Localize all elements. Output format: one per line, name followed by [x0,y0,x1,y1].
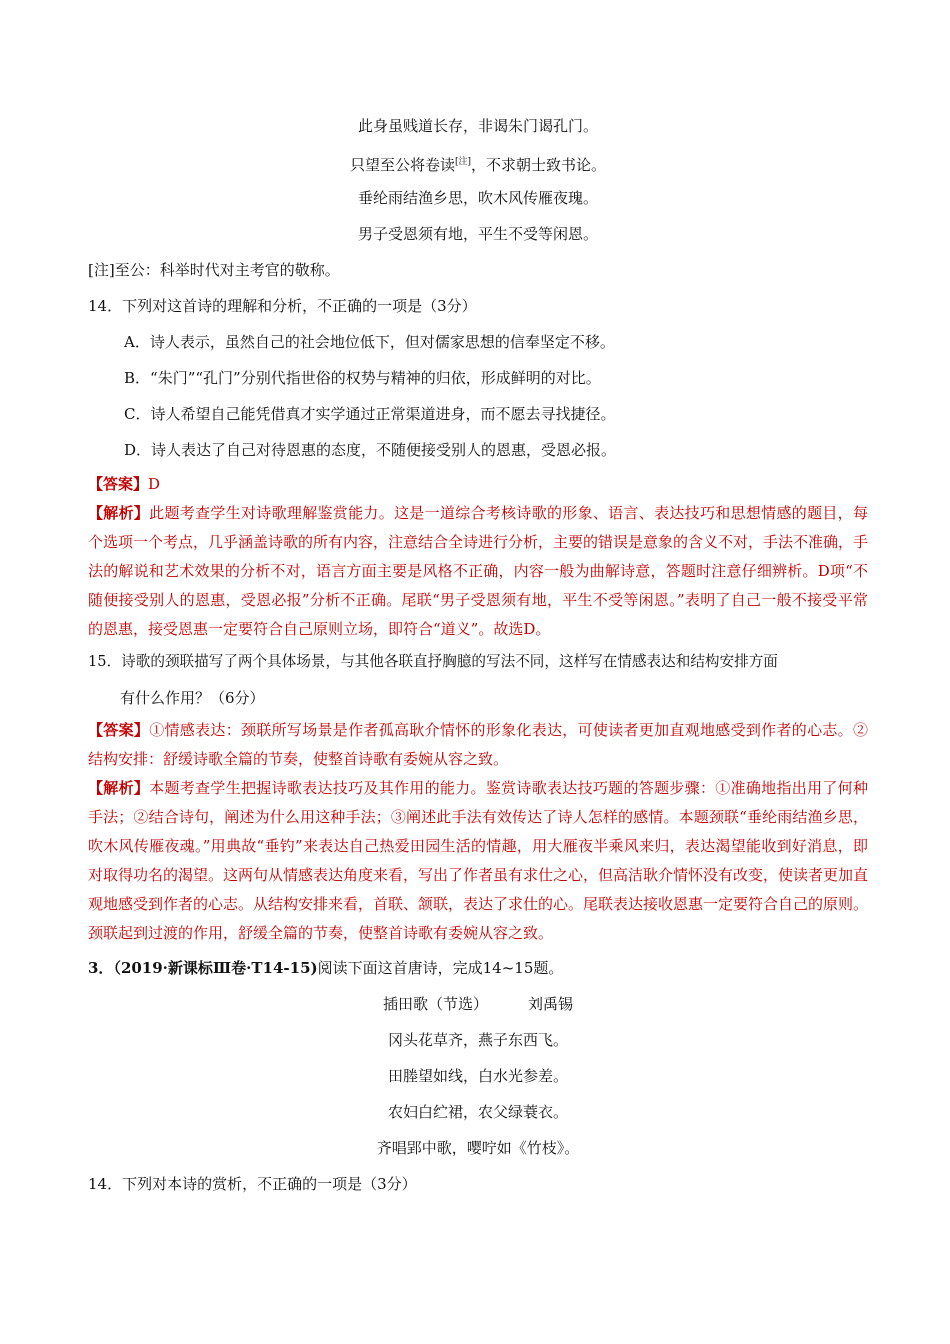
analysis-text: 本题考查学生把握诗歌表达技巧及其作用的能力。鉴赏诗歌表达技巧题的答题步骤：①准确地指出用了何种手法；②结合诗句，阐述为什么用这种手法；③阐述此手法有效传达了诗人怎样的感情。本题颈联“垂纶雨结渔乡思，吹木风传雁夜魂。”用典故“垂钓”来表达自己热爱田园生活的情趣，用大雁夜半乘风来归，表达渴望能收到好消息，即对取得功名的渴望。这两句从情感表达角度来看，写出了作者虽有求仕之心，但高洁耿介情怀没有改变，使读者更加直观地感受到作者的心志。从结构安排来看，首联、颔联，表达了求仕的心。尾联表达接收恩惠一定要符合自己的原则。颈联起到过渡的作用，舒缓全篇的节奏，使整首诗歌有委婉从容之致。 [88,779,869,942]
answer-text: ①情感表达：颈联所写场景是作者孤高耿介情怀的形象化表达，可使读者更加直观地感受到作者的心志。②结构安排：舒缓诗歌全篇的节奏，使整首诗歌有委婉从容之致。 [88,721,868,768]
section3-instruction: 阅读下面这首唐诗，完成14~15题。 [317,959,564,977]
poem1-line-3: 垂纶雨结渔乡思，吹木风传雁夜瑰。 [357,189,598,207]
answer-tag: 【答案】 [88,475,149,493]
poem2-line-2: 田塍望如线，白水光参差。 [387,1067,568,1085]
poem1-line-2-head: 只望至公将卷读 [349,156,455,174]
section3-source: （2019·新课标Ⅲ卷·T14-15) [113,959,318,977]
poem2-author: 刘禹锡 [528,995,574,1013]
poem1-line-1: 此身虽贱道长存，非谒朱门谒孔门。 [357,117,598,135]
q14-option-b: B．“朱门”“孔门”分别代指世俗的权势与精神的归依，形成鲜明的对比。 [124,369,601,387]
poem2-line-4: 齐唱郢中歌，嘤咛如《竹枝》。 [376,1139,580,1157]
q14-option-a: A．诗人表示，虽然自己的社会地位低下，但对儒家思想的信奉坚定不移。 [124,333,615,351]
q14-option-c: C．诗人希望自己能凭借真才实学通过正常渠道进身，而不愿去寻找捷径。 [124,405,616,423]
q15-analysis [88,774,868,948]
q14-stem: 14．下列对这首诗的理解和分析，不正确的一项是（3分） [88,297,477,315]
section3-number: 3． [88,959,114,977]
q15-stem-line-1: 15．诗歌的颈联描写了两个具体场景，与其他各联直抒胸臆的写法不同，这样写在情感表达和结构安排方面 [88,653,778,670]
analysis-tag: 【解析】 [88,779,150,797]
poem2-heading [88,986,868,1022]
section3-header [88,950,868,986]
analysis-text: 此题考查学生对诗歌理解鉴赏能力。这是一道综合考核诗歌的形象、语言、表达技巧和思想情感的题目，每个选项一个考点，几乎涵盖诗歌的所有内容，注意结合全诗进行分析，主要的错误是意象的含义不对，手法不准确，手法的解说和艺术效果的分析不对，语言方面主要是风格不正确，内容一般为曲解诗意，答题时注意仔细辨析。D项“不随便接受别人的恩惠，受恩必报”分析不正确。尾联“男子受恩须有地，平生不受等闲恩。”表明了自己一般不接受平常的恩惠，接受恩惠一定要符合自己原则立场，即符合“道义”。故选D。 [88,504,869,638]
document-page [88,108,868,1202]
poem2-title: 插田歌（节选） [382,995,488,1013]
analysis-tag: 【解析】 [88,504,150,522]
answer-tag: 【答案】 [88,721,150,739]
q15-stem-line-2: 有什么作用？（6分） [120,689,265,707]
section3-q14-stem: 14．下列对本诗的赏析，不正确的一项是（3分） [88,1175,417,1193]
answer-value: D [148,475,161,493]
poem2-line-1: 冈头花草齐，燕子东西飞。 [387,1031,568,1049]
q14-analysis [88,499,868,644]
poem1-line-2-tail: ，不求朝士致书论。 [471,156,607,174]
note-mark: [注] [454,157,472,167]
q15-answer [88,716,868,774]
q14-answer [88,470,868,499]
footnote: [注]至公：科举时代对主考官的敬称。 [88,261,340,279]
poem1-line-2 [88,144,868,180]
poem1-line-4: 男子受恩须有地，平生不受等闲恩。 [357,225,598,243]
poem2-line-3: 农妇白纻裙，农父绿蓑衣。 [387,1103,568,1121]
q14-option-d: D．诗人表达了自己对待恩惠的态度，不随便接受别人的恩惠，受恩必报。 [124,441,617,459]
